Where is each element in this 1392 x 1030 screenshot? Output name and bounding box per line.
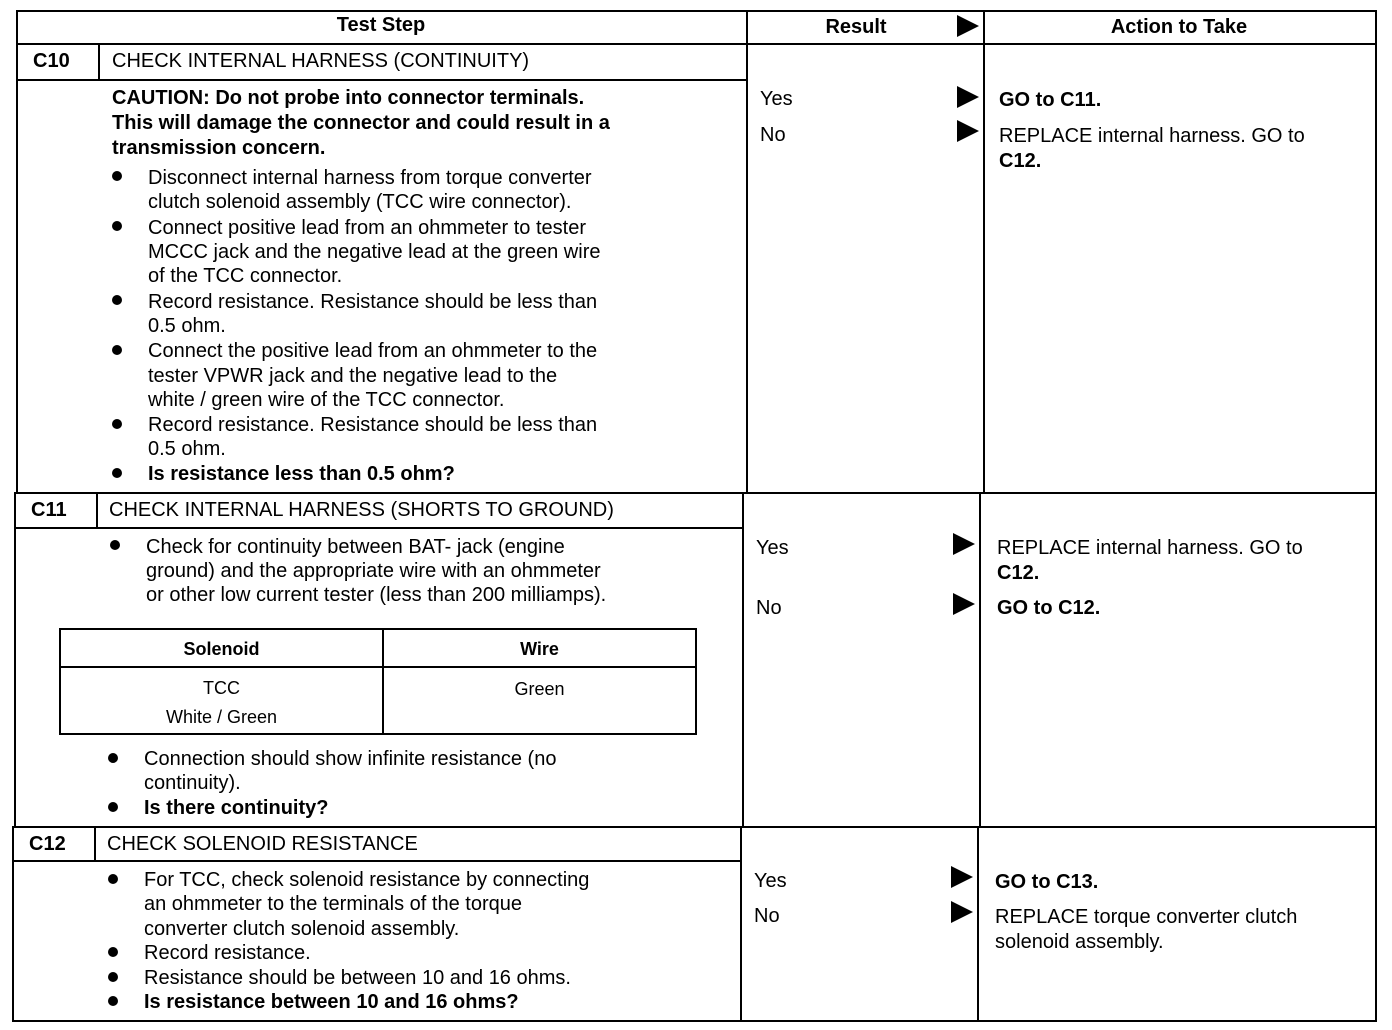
c10-bullet-1-line-1: Disconnect internal harness from torque converter [148, 167, 592, 189]
c11-action-yes-line-2: C12. [997, 562, 1040, 584]
c11-step-id: C11 [31, 499, 67, 521]
solenoid-table-col2-header: Wire [520, 639, 559, 659]
c10-bullet-4-line-3: white / green wire of the TCC connector. [148, 389, 505, 411]
c10-bullet-2-line-2: MCCC jack and the negative lead at the green wire [148, 241, 601, 263]
solenoid-table-row-1-wire: Green [514, 679, 565, 699]
c12-action-no-line-2: solenoid assembly. [995, 931, 1164, 953]
bullet-icon [112, 468, 122, 478]
header-action: Action to Take [1110, 16, 1248, 38]
c12-bullet-4: Is resistance between 10 and 16 ohms? [144, 991, 519, 1013]
result-right-border-c12 [977, 826, 979, 1022]
c11-bullet-1-line-1: Check for continuity between BAT- jack (engine [146, 536, 565, 558]
bullet-icon [108, 947, 118, 957]
c11-action-no: GO to C12. [997, 597, 1101, 619]
c12-bullet-1-line-3: converter clutch solenoid assembly. [144, 918, 460, 940]
c10-step-id: C10 [33, 50, 70, 72]
header-result: Result [825, 16, 887, 38]
arrow-icon [951, 866, 973, 888]
c10-action-yes: GO to C11. [999, 89, 1102, 111]
table-bottom-border [12, 1020, 1377, 1022]
solenoid-wire-table [59, 628, 697, 735]
table-top-border [16, 10, 1377, 12]
c11-bullet-1-line-3: or other low current tester (less than 200 milliamps). [146, 584, 607, 606]
bullet-icon [112, 295, 122, 305]
c10-bullet-4-line-1: Connect the positive lead from an ohmmeter to the [148, 340, 598, 362]
c10-caution-line-3: transmission concern. [112, 137, 326, 159]
c10-bullet-3-line-1: Record resistance. Resistance should be less than [148, 291, 598, 313]
solenoid-table-header-divider [61, 666, 695, 668]
solenoid-table-row-2-solenoid: White / Green [165, 707, 278, 727]
bullet-icon [112, 171, 122, 181]
c11-bullet-1-line-2: ground) and the appropriate wire with an ohmmeter [146, 560, 601, 582]
test-step-right-border-c11 [742, 492, 744, 828]
test-step-right-border-c10 [746, 10, 748, 494]
c12-bullet-1-line-2: an ohmmeter to the terminals of the torque [144, 893, 522, 915]
c10-id-divider [98, 43, 100, 81]
c12-action-no-line-1: REPLACE torque converter clutch [995, 906, 1298, 928]
c11-bottom-border [12, 826, 1377, 828]
test-step-right-border-c12 [740, 826, 742, 1022]
table-right-border [1375, 10, 1377, 1022]
c10-bullet-3-line-2: 0.5 ohm. [148, 315, 226, 337]
c12-bullet-3: Resistance should be between 10 and 16 ohms. [144, 967, 571, 989]
arrow-icon [957, 120, 979, 142]
c10-bullet-1-line-2: clutch solenoid assembly (TCC wire connector). [148, 191, 572, 213]
c12-id-divider [94, 826, 96, 862]
bullet-icon [108, 972, 118, 982]
c10-step-title: CHECK INTERNAL HARNESS (CONTINUITY) [112, 50, 530, 72]
c12-bullet-2: Record resistance. [144, 942, 311, 964]
c11-bullet-2-line-1: Connection should show infinite resistance (no [144, 748, 557, 770]
c10-bullet-2-line-1: Connect positive lead from an ohmmeter to tester [148, 217, 586, 239]
left-border-c11 [14, 492, 16, 828]
c10-bullet-2-line-3: of the TCC connector. [148, 265, 343, 287]
bullet-icon [108, 802, 118, 812]
arrow-icon [953, 533, 975, 555]
c12-step-id: C12 [29, 833, 66, 855]
result-right-border-c11 [979, 492, 981, 828]
c10-bullet-6-line-1: Is resistance less than 0.5 ohm? [148, 463, 455, 485]
c10-caution-line-1: CAUTION: Do not probe into connector terminals. [112, 87, 585, 109]
c10-action-no-line-2: C12. [999, 150, 1042, 172]
c11-result-yes: Yes [756, 537, 789, 559]
c10-bullet-5-line-2: 0.5 ohm. [148, 438, 226, 460]
c11-id-divider [96, 492, 98, 529]
c10-result-no: No [760, 124, 786, 146]
c10-title-bottom [16, 79, 746, 81]
header-arrow-icon [957, 15, 979, 37]
arrow-icon [951, 901, 973, 923]
solenoid-table-row-1-solenoid: TCC [203, 678, 240, 698]
c10-bullet-4-line-2: tester VPWR jack and the negative lead to the [148, 365, 558, 387]
arrow-icon [957, 86, 979, 108]
c11-result-no: No [756, 597, 782, 619]
c12-result-yes: Yes [754, 870, 787, 892]
header-bottom-border [16, 43, 1377, 45]
solenoid-table-col1-header: Solenoid [183, 639, 260, 659]
c11-bullet-2-line-2: continuity). [144, 772, 241, 794]
result-right-border-c10 [983, 10, 985, 494]
left-border-c10 [16, 10, 18, 494]
c12-bullet-1-line-1: For TCC, check solenoid resistance by connecting [144, 869, 590, 891]
c11-step-title: CHECK INTERNAL HARNESS (SHORTS TO GROUND) [109, 499, 614, 521]
c10-action-no-line-1: REPLACE internal harness. GO to [999, 125, 1305, 147]
left-border-c12 [12, 826, 14, 1022]
c11-bullet-3: Is there continuity? [144, 797, 329, 819]
c12-title-bottom [12, 860, 740, 862]
c10-caution-line-2: This will damage the connector and could result in a [112, 112, 610, 134]
c12-action-yes: GO to C13. [995, 871, 1099, 893]
c11-title-bottom [14, 527, 742, 529]
bullet-icon [108, 753, 118, 763]
bullet-icon [112, 345, 122, 355]
c12-step-title: CHECK SOLENOID RESISTANCE [107, 833, 418, 855]
c11-action-yes-line-1: REPLACE internal harness. GO to [997, 537, 1303, 559]
bullet-icon [108, 996, 118, 1006]
c10-bottom-border [14, 492, 1377, 494]
arrow-icon [953, 593, 975, 615]
c10-bullet-5-line-1: Record resistance. Resistance should be less than [148, 414, 598, 436]
header-test-step: Test Step [336, 14, 426, 36]
c12-result-no: No [754, 905, 780, 927]
bullet-icon [110, 540, 120, 550]
bullet-icon [108, 874, 118, 884]
bullet-icon [112, 221, 122, 231]
bullet-icon [112, 419, 122, 429]
c10-result-yes: Yes [760, 88, 793, 110]
